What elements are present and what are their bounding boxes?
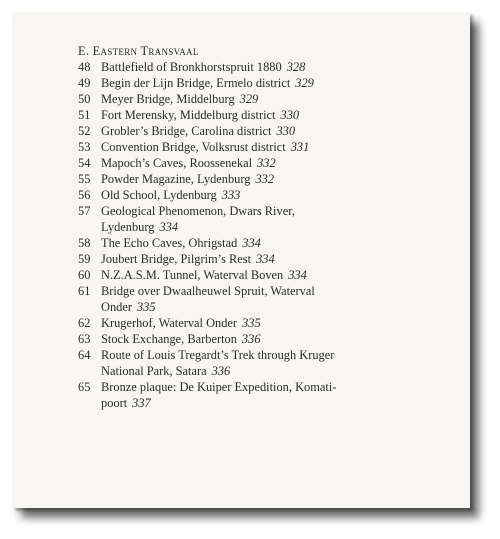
page-number: 334: [159, 220, 179, 234]
entry-title-text: Bridge over Dwaalheuwel Spruit, Waterval: [101, 284, 315, 298]
list-item: [78, 155, 458, 171]
entry-title-text: Mapoch’s Caves, Roossenekal: [101, 156, 253, 170]
list-item: [78, 235, 458, 251]
list-item: [78, 347, 458, 379]
entry-title-line: [101, 75, 458, 91]
entry-title-text: National Park, Satara: [101, 364, 207, 378]
entry-title-line: [101, 347, 458, 363]
page-number: 332: [257, 156, 276, 170]
contents-list: [78, 43, 458, 411]
entry-number: 64: [78, 348, 91, 362]
page-number: 336: [211, 364, 231, 378]
entry-title-text: Krugerhof, Waterval Onder: [101, 316, 238, 330]
entry-title-line: [101, 107, 458, 123]
list-item: [78, 203, 458, 235]
entry-number: 58: [78, 236, 91, 250]
entry-title-line: [101, 283, 458, 299]
entry-title-line: [101, 251, 458, 267]
entry-title-line: [101, 363, 458, 379]
list-item: [78, 315, 458, 331]
page-number: 333: [221, 188, 241, 202]
entry-number: 60: [78, 268, 91, 282]
list-item: [78, 59, 458, 75]
entry-number: 65: [78, 380, 91, 394]
page-number: 329: [295, 76, 314, 90]
entry-title-line: [101, 219, 458, 235]
entry-title-line: [101, 91, 458, 107]
list-item: [78, 379, 458, 411]
list-item: [78, 267, 458, 283]
page-number: 335: [136, 300, 156, 314]
page-number: 331: [290, 140, 310, 154]
page-number: 336: [241, 332, 261, 346]
entry-number: 52: [78, 124, 91, 138]
entry-title-text: Stock Exchange, Barberton: [101, 332, 237, 346]
entry-number: 50: [78, 92, 91, 106]
entry-title-line: [101, 187, 458, 203]
list-item: [78, 171, 458, 187]
entry-number: 54: [78, 156, 91, 170]
entry-number: 55: [78, 172, 91, 186]
entry-title-line: [101, 299, 458, 315]
book-page: [12, 12, 470, 508]
entry-title-text: Battlefield of Bronkhorstspruit 1880: [101, 60, 282, 74]
list-item: [78, 187, 458, 203]
entries-list: [78, 59, 458, 411]
entry-number: 51: [78, 108, 91, 122]
entry-number: 53: [78, 140, 91, 154]
entry-title-line: [101, 267, 458, 283]
entry-title-line: [101, 59, 458, 75]
entry-title-line: [101, 139, 458, 155]
page-number: 334: [288, 268, 307, 282]
list-item: [78, 91, 458, 107]
list-item: [78, 107, 458, 123]
page-number: 335: [242, 316, 261, 330]
entry-title-line: [101, 235, 458, 251]
entry-title-text: N.Z.A.S.M. Tunnel, Waterval Boven: [101, 268, 284, 282]
entry-number: 56: [78, 188, 91, 202]
entry-title-line: [101, 203, 458, 219]
entry-number: 63: [78, 332, 91, 346]
entry-title-text: Convention Bridge, Volksrust district: [101, 140, 286, 154]
entry-title-line: [101, 123, 458, 139]
entry-title-text: Geological Phenomenon, Dwars River,: [101, 204, 295, 218]
page-number: 329: [239, 92, 259, 106]
entry-number: 59: [78, 252, 91, 266]
entry-title-text: Route of Louis Tregardt’s Trek through Kruger: [101, 348, 335, 362]
entry-title-line: [101, 155, 458, 171]
list-item: [78, 331, 458, 347]
entry-title-line: [101, 395, 458, 411]
entry-title-line: [101, 379, 458, 395]
page-number: 330: [276, 124, 296, 138]
entry-number: 48: [78, 60, 91, 74]
entry-title-text: Meyer Bridge, Middelburg: [101, 92, 235, 106]
entry-title-text: Joubert Bridge, Pilgrim’s Rest: [101, 252, 252, 266]
entry-title-text: poort: [101, 396, 128, 410]
entry-title-line: [101, 315, 458, 331]
entry-title-text: Bronze plaque: De Kuiper Expedition, Komati-: [101, 380, 337, 394]
entry-title-text: The Echo Caves, Ohrigstad: [101, 236, 238, 250]
entry-title-text: Onder: [101, 300, 132, 314]
list-item: [78, 75, 458, 91]
page-number: 334: [256, 252, 275, 266]
entry-number: 62: [78, 316, 91, 330]
entry-title-text: Begin der Lijn Bridge, Ermelo district: [101, 76, 291, 90]
entry-title-text: Old School, Lydenburg: [101, 188, 217, 202]
entry-title-text: Lydenburg: [101, 220, 155, 234]
entry-title-line: [101, 171, 458, 187]
list-item: [78, 251, 458, 267]
entry-number: 57: [78, 204, 91, 218]
list-item: [78, 139, 458, 155]
page-number: 337: [132, 396, 151, 410]
page-number: 328: [286, 60, 306, 74]
list-item: [78, 283, 458, 315]
section-heading: E. Eastern Transvaal: [78, 44, 199, 58]
page-number: 330: [280, 108, 300, 122]
entry-number: 49: [78, 76, 91, 90]
entry-number: 61: [78, 284, 91, 298]
page-number: 332: [255, 172, 275, 186]
page-number: 334: [242, 236, 261, 250]
entry-title-line: [101, 331, 458, 347]
list-item: [78, 123, 458, 139]
entry-title-text: Grobler’s Bridge, Carolina district: [101, 124, 272, 138]
entry-title-text: Fort Merensky, Middelburg district: [101, 108, 276, 122]
entry-title-text: Powder Magazine, Lydenburg: [101, 172, 251, 186]
